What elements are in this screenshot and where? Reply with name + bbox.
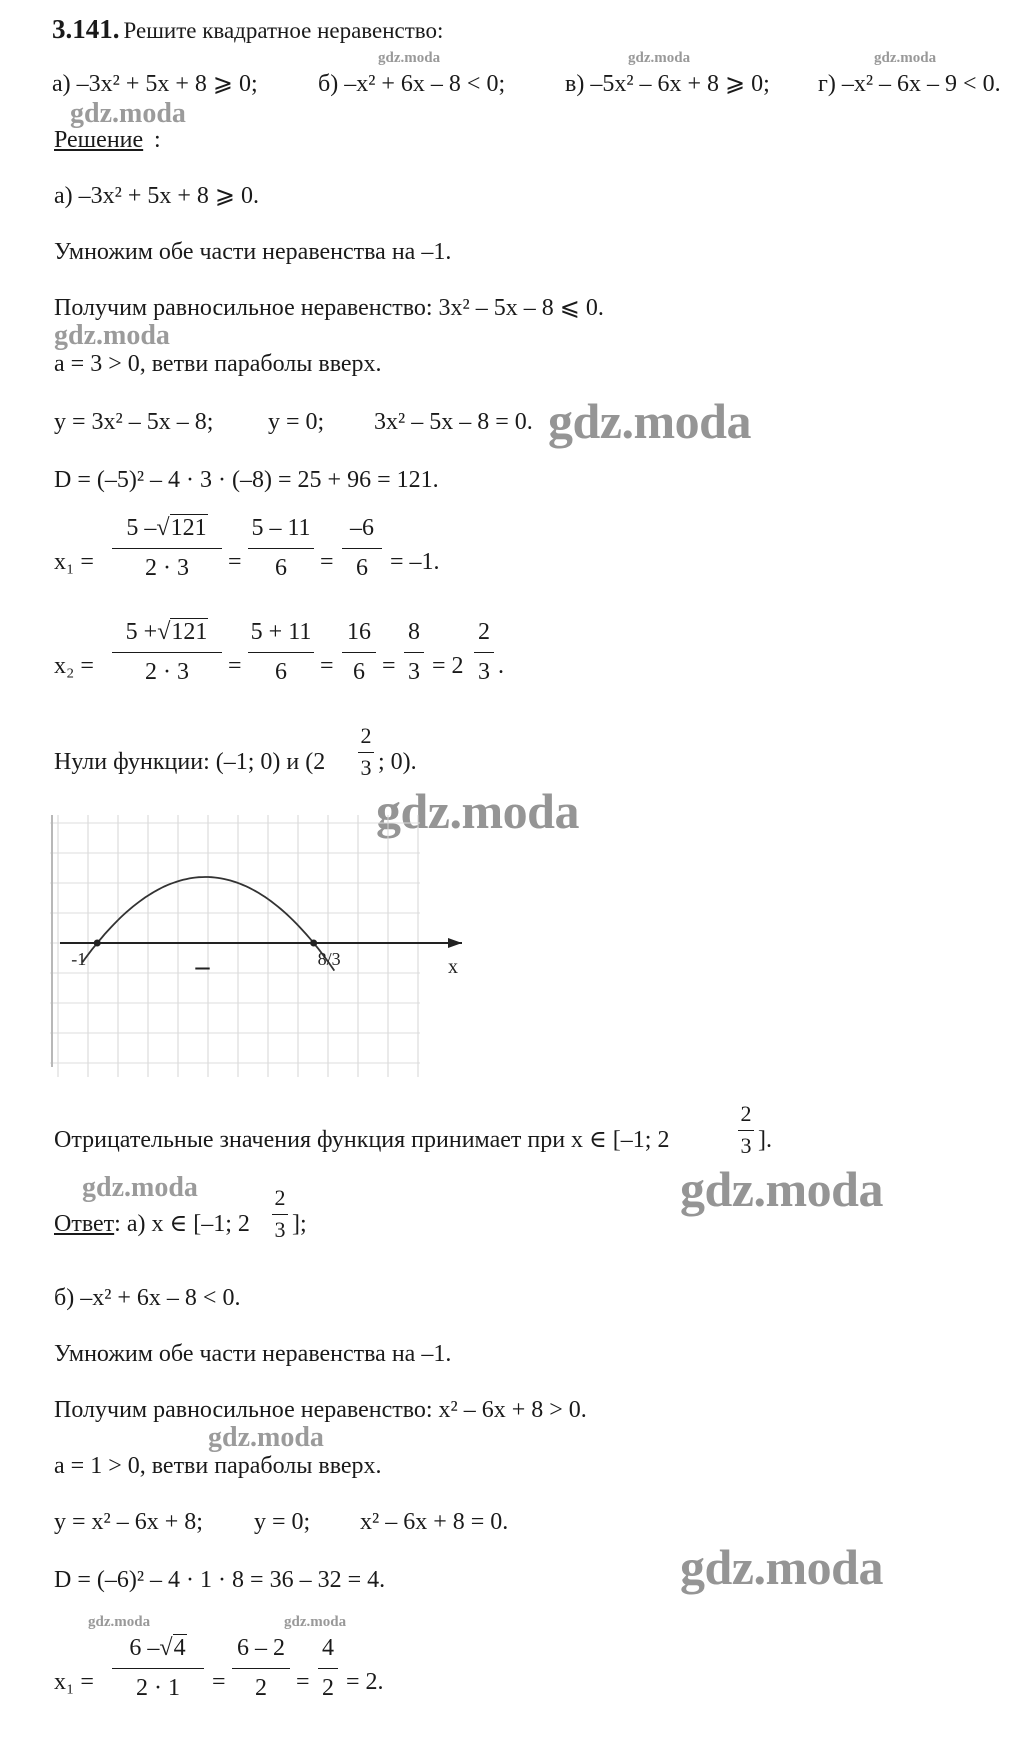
- part-a-x1-result: = –1.: [390, 549, 440, 575]
- part-a-statement: а) –3x² + 5x + 8 ⩾ 0.: [54, 183, 260, 209]
- watermark: gdz.moda: [284, 1614, 347, 1630]
- part-b-x1-result: = 2.: [346, 1669, 384, 1695]
- part-a-x1-frac3: –6 6: [342, 514, 382, 594]
- part-a-x2-frac3: 16 6: [342, 618, 376, 698]
- part-b-y0: y = 0;: [254, 1509, 311, 1535]
- part-a-equiv: Получим равносильное неравенство: 3x² – 5x – 8 ⩽ 0.: [54, 295, 604, 321]
- part-a-x1-frac1: 5 –√121 2 · 3: [112, 514, 222, 594]
- answer-label: Ответ: [54, 1211, 115, 1237]
- root-label: -1: [71, 949, 87, 969]
- x-axis-arrow: [448, 938, 462, 948]
- part-a-discriminant: D = (–5)² – 4 · 3 · (–8) = 25 + 96 = 121.: [54, 467, 439, 493]
- watermark: gdz.moda: [548, 393, 751, 449]
- watermark: gdz.moda: [70, 98, 186, 129]
- parabola-chart-svg: [50, 815, 475, 1077]
- part-b-equation: x² – 6x + 8 = 0.: [360, 1509, 509, 1535]
- root-point: [310, 940, 317, 947]
- problem-header: [52, 14, 443, 45]
- part-b-discriminant: D = (–6)² – 4 · 1 · 8 = 36 – 32 = 4.: [54, 1567, 386, 1593]
- task-item-d: г) –x² – 6x – 9 < 0.: [818, 71, 1001, 97]
- part-a-x2-frac1: 5 +√121 2 · 3: [112, 618, 222, 698]
- part-a-answer-frac: 2 3: [272, 1186, 288, 1248]
- problem-task: Решите квадратное неравенство:: [123, 18, 444, 43]
- root-label: 8/3: [317, 949, 341, 969]
- part-a-negative: Отрицательные значения функция принимает при x ∈ [–1; 2: [54, 1127, 670, 1153]
- part-b-x1-lhs: x₁ =: [54, 1669, 94, 1695]
- watermark: gdz.moda: [88, 1614, 151, 1630]
- part-a-zeros: Нули функции: (–1; 0) и (2: [54, 749, 326, 775]
- part-a-x2-lhs: x₂ =: [54, 653, 94, 679]
- sign-label: –: [195, 951, 210, 982]
- part-b-statement: б) –x² + 6x – 8 < 0.: [54, 1285, 241, 1311]
- part-a-x2-frac4: 8 3: [404, 618, 424, 698]
- part-a-equation: 3x² – 5x – 8 = 0.: [374, 409, 533, 435]
- watermark: gdz.moda: [208, 1422, 324, 1453]
- watermark: gdz.moda: [376, 783, 579, 839]
- task-item-c: в) –5x² – 6x + 8 ⩾ 0;: [565, 71, 770, 97]
- part-a-x2-frac5: 2 3: [474, 618, 494, 698]
- watermark: gdz.moda: [680, 1539, 883, 1595]
- watermark: gdz.moda: [874, 50, 937, 66]
- part-a-function: y = 3x² – 5x – 8;: [54, 409, 214, 435]
- task-item-b: б) –x² + 6x – 8 < 0;: [318, 71, 506, 97]
- watermark: gdz.moda: [680, 1161, 883, 1217]
- problem-number: 3.141.: [52, 14, 120, 44]
- watermark: gdz.moda: [378, 50, 441, 66]
- watermark: gdz.moda: [54, 320, 170, 351]
- part-a-branches: a = 3 > 0, ветви параболы вверх.: [54, 351, 382, 377]
- root-point: [94, 940, 101, 947]
- part-a-multiply: Умножим обе части неравенства на –1.: [54, 239, 452, 265]
- part-b-x1-frac1: 6 –√4 2 · 1: [112, 1634, 204, 1714]
- part-b-x1-frac3: 4 2: [318, 1634, 338, 1714]
- part-a-x2-whole: = 2: [432, 653, 464, 679]
- parabola-chart: [50, 815, 475, 1077]
- part-b-equiv: Получим равносильное неравенство: x² – 6x + 8 > 0.: [54, 1397, 587, 1423]
- watermark: gdz.moda: [82, 1172, 198, 1203]
- part-b-branches: a = 1 > 0, ветви параболы вверх.: [54, 1453, 382, 1479]
- part-a-zeros-frac: 2 3: [358, 724, 374, 786]
- task-item-a: а) –3x² + 5x + 8 ⩾ 0;: [52, 71, 258, 97]
- part-b-x1-frac2: 6 – 2 2: [232, 1634, 290, 1714]
- x-axis-label: x: [448, 956, 458, 978]
- part-a-negative-frac: 2 3: [738, 1102, 754, 1164]
- watermark: gdz.moda: [628, 50, 691, 66]
- part-b-function: y = x² – 6x + 8;: [54, 1509, 203, 1535]
- part-a-x2-frac2: 5 + 11 6: [248, 618, 314, 698]
- part-a-x1-frac2: 5 – 11 6: [248, 514, 314, 594]
- part-a-x1-lhs: x₁ =: [54, 549, 94, 575]
- solution-heading: Решение: [54, 127, 144, 153]
- part-a-answer: Ответ: а) x ∈ [–1; 2: [54, 1211, 250, 1237]
- part-a-y0: y = 0;: [268, 409, 325, 435]
- part-b-multiply: Умножим обе части неравенства на –1.: [54, 1341, 452, 1367]
